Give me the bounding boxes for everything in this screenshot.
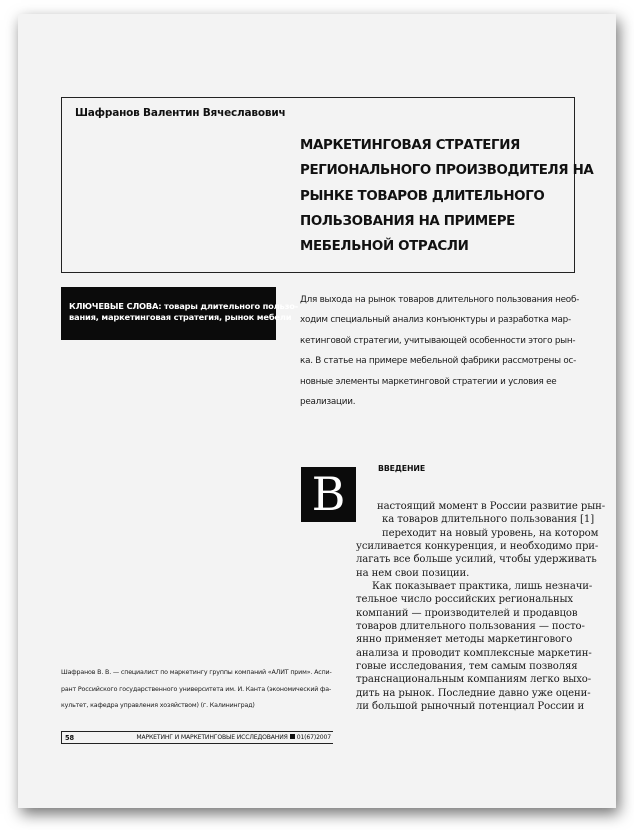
body-line: настоящий момент в России развитие рын- — [377, 501, 606, 512]
journal-info — [136, 734, 331, 741]
abstract-line: новные элементы маркетинговой стратегии и условия ее — [300, 376, 557, 387]
body-line: говые исследования, тем самым позволяя — [356, 661, 578, 673]
keywords-box — [61, 287, 298, 340]
title-line: РЫНКЕ ТОВАРОВ ДЛИТЕЛЬНОГО — [300, 188, 545, 204]
drop-cap: В — [301, 467, 356, 522]
body-text — [356, 540, 598, 713]
keywords-line: вания, маркетинговая стратегия, рынок мебели — [69, 311, 292, 322]
body-line: товаров длительного пользования — посто- — [356, 621, 585, 633]
abstract-line: ходим специальный анализ конъюнктуры и разработка мар- — [300, 315, 571, 326]
body-line: Как показывает практика, лишь незначи- — [372, 581, 593, 593]
square-icon — [290, 734, 295, 739]
body-text-indented — [377, 500, 605, 540]
page-footer — [61, 731, 333, 744]
title-line: МЕБЕЛЬНОЙ ОТРАСЛИ — [300, 239, 469, 255]
keywords-line: КЛЮЧЕВЫЕ СЛОВА: товары длительного пользо- — [69, 301, 298, 311]
body-line: усиливается конкуренция, и необходимо при- — [356, 541, 599, 552]
body-line: тельное число российских региональных — [356, 594, 574, 606]
title-line: ПОЛЬЗОВАНИЯ НА ПРИМЕРЕ — [300, 213, 515, 229]
title-line: МАРКЕТИНГОВАЯ СТРАТЕГИЯ — [300, 138, 521, 153]
issue-number: 01(67)2007 — [296, 734, 331, 741]
author-name: Шафранов Валентин Вячеславович — [75, 107, 286, 119]
footnote-line: рант Российского государственного университета им. И. Канта (экономический фа- — [61, 685, 332, 693]
page-number: 58 — [65, 733, 74, 742]
abstract-line: реализации. — [300, 397, 356, 408]
abstract — [300, 290, 580, 412]
body-line: транснациональным компаниям легко выхо- — [356, 674, 592, 686]
body-line: дить на рынок. Последние давно уже оцени- — [356, 687, 591, 699]
article-title — [300, 133, 594, 259]
body-line: переходит на новый уровень, на котором — [382, 527, 599, 539]
abstract-line: ка. В статье на примере мебельной фабрики рассмотрены ос- — [300, 356, 577, 367]
title-line: РЕГИОНАЛЬНОГО ПРОИЗВОДИТЕЛЯ НА — [300, 163, 594, 179]
body-line: лагать все больше усилий, чтобы удерживать — [356, 554, 597, 566]
body-line: янно применяет методы маркетингового — [356, 634, 573, 646]
author-footnote — [61, 665, 341, 715]
body-line: анализа и проводит комплексные маркетин- — [356, 647, 592, 659]
body-line: компаний — производителей и продавцов — [356, 607, 578, 619]
journal-name: МАРКЕТИНГ И МАРКЕТИНГОВЫЕ ИССЛЕДОВАНИЯ — [136, 734, 288, 741]
footnote-line: культет, кафедра управления хозяйством) (г. Калининград) — [61, 702, 255, 710]
abstract-line: кетинговой стратегии, учитывающей особенности этого рын- — [300, 335, 576, 346]
footnote-line: Шафранов В. В. — специалист по маркетингу группы компаний «АЛИТ прим». Аспи- — [61, 669, 332, 676]
body-line: ли большой рыночный потенциал России и — [356, 701, 585, 713]
body-line: ка товаров длительного пользования [1] — [382, 514, 595, 526]
section-heading: ВВЕДЕНИЕ — [378, 464, 426, 473]
body-line: на нем свои позиции. — [356, 567, 470, 579]
abstract-line: Для выхода на рынок товаров длительного пользования необ- — [300, 295, 580, 305]
